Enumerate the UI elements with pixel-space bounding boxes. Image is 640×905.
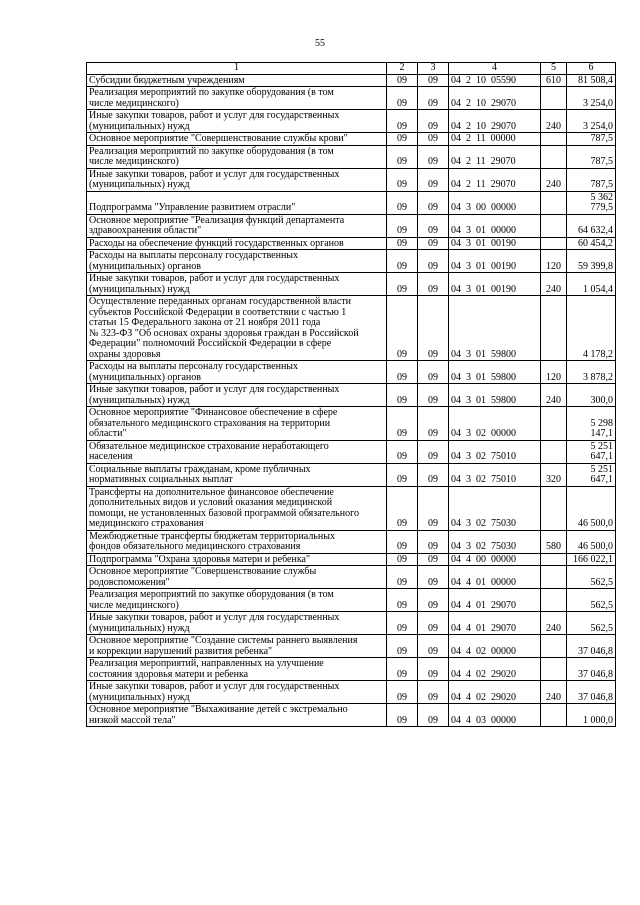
row-section: 09 [387,407,418,441]
row-section: 09 [387,214,418,237]
row-section: 09 [387,361,418,384]
row-section: 09 [387,296,418,361]
row-target-code: 04 3 00 00000 [449,191,541,214]
table-row [87,486,616,530]
row-name-text: Обязательное медицинское страхование неработающего населения [89,440,329,462]
row-amount: 3 254,0 [567,110,616,133]
row-subsection: 09 [418,214,449,237]
row-target-code: 04 3 01 00000 [449,214,541,237]
row-amount: 46 500,0 [567,486,616,530]
row-name-text: Основное мероприятие "Финансовое обеспечение в сфере обязательного медицинского страхования на территории области" [89,407,338,439]
row-name-text: Основное мероприятие "Совершенствование службы родовспоможения" [89,566,317,588]
table-row [87,145,616,168]
row-section: 09 [387,145,418,168]
table-header-row [87,63,616,75]
row-name-text: Иные закупки товаров, работ и услуг для государственных (муниципальных) нужд [89,110,340,132]
row-target-code: 04 4 03 00000 [449,704,541,727]
row-expense-type [541,214,567,237]
header-col-4: 4 [449,63,541,75]
row-name [87,486,387,530]
row-subsection: 09 [418,384,449,407]
row-subsection: 09 [418,612,449,635]
row-amount: 5 251 647,1 [567,440,616,463]
header-col-1: 1 [87,63,387,75]
row-subsection: 09 [418,658,449,681]
row-section: 09 [387,553,418,566]
row-section: 09 [387,530,418,553]
table-row [87,530,616,553]
header-col-2: 2 [387,63,418,75]
row-name-text: Иные закупки товаров, работ и услуг для государственных (муниципальных) нужд [89,681,340,703]
row-amount: 5 362 779,5 [567,191,616,214]
row-name [87,704,387,727]
row-expense-type [541,87,567,110]
row-amount: 64 632,4 [567,214,616,237]
table-row [87,658,616,681]
table-body [87,74,616,727]
row-expense-type: 580 [541,530,567,553]
row-name [87,612,387,635]
row-section: 09 [387,635,418,658]
row-amount: 787,5 [567,168,616,191]
row-name-text: Иные закупки товаров, работ и услуг для государственных (муниципальных) нужд [89,273,340,295]
row-name [87,407,387,441]
row-expense-type [541,191,567,214]
row-name-text: Реализация мероприятий по закупке оборудования (в том числе медицинского) [89,145,334,167]
row-subsection: 09 [418,168,449,191]
table-row [87,463,616,486]
row-section: 09 [387,87,418,110]
row-expense-type: 240 [541,168,567,191]
row-section: 09 [387,273,418,296]
row-subsection: 09 [418,74,449,87]
table-row [87,250,616,273]
table-row [87,296,616,361]
table-row [87,74,616,87]
row-name-text: Подпрограмма "Управление развитием отрасли" [89,202,296,213]
table-row [87,407,616,441]
row-amount: 5 251 647,1 [567,463,616,486]
row-subsection: 09 [418,296,449,361]
row-name [87,681,387,704]
table-row [87,553,616,566]
row-section: 09 [387,168,418,191]
budget-table [86,62,616,727]
row-name [87,553,387,566]
row-name-text: Трансферты на дополнительное финансовое обеспечение дополнительных видов и условий оказания медицинской помощи, не установленных базовой программой обязательного медицинского страхования [89,486,359,529]
row-amount: 5 298 147,1 [567,407,616,441]
row-target-code: 04 4 02 29020 [449,658,541,681]
row-expense-type [541,635,567,658]
row-target-code: 04 2 10 29070 [449,110,541,133]
table-row [87,110,616,133]
row-subsection: 09 [418,704,449,727]
row-name [87,133,387,146]
header-col-5: 5 [541,63,567,75]
row-name [87,384,387,407]
row-section: 09 [387,486,418,530]
row-amount: 787,5 [567,133,616,146]
page-number: 55 [315,38,325,49]
row-amount: 3 254,0 [567,87,616,110]
row-expense-type [541,589,567,612]
row-subsection: 09 [418,407,449,441]
row-name-text: Основное мероприятие "Реализация функций департамента здравоохранения области" [89,214,345,236]
row-section: 09 [387,133,418,146]
row-subsection: 09 [418,486,449,530]
row-name [87,273,387,296]
row-subsection: 09 [418,110,449,133]
row-name-text: Иные закупки товаров, работ и услуг для государственных (муниципальных) нужд [89,168,340,190]
row-subsection: 09 [418,145,449,168]
row-subsection: 09 [418,133,449,146]
row-section: 09 [387,704,418,727]
table-row [87,168,616,191]
row-amount: 46 500,0 [567,530,616,553]
row-expense-type [541,658,567,681]
row-name [87,589,387,612]
row-target-code: 04 3 01 00190 [449,250,541,273]
row-name [87,658,387,681]
row-amount: 37 046,8 [567,635,616,658]
row-expense-type [541,145,567,168]
row-name [87,237,387,250]
row-name [87,530,387,553]
row-section: 09 [387,74,418,87]
row-amount: 4 178,2 [567,296,616,361]
row-target-code: 04 3 02 75030 [449,486,541,530]
table-row [87,87,616,110]
row-expense-type [541,407,567,441]
row-name-text: Расходы на обеспечение функций государственных органов [89,237,344,249]
row-expense-type: 320 [541,463,567,486]
row-name [87,110,387,133]
row-amount: 562,5 [567,566,616,589]
row-name-text: Осуществление переданных органам государственной власти субъектов Российской Федерации в соответствии с частью 1 статьи 15 Федерального закона от 21 ноября 2011 года № 323-ФЗ "Об основах охраны здоровья граждан в Российской Федерации" полномочий Российской Федерации в сфере охраны здоровья [89,296,359,360]
row-name [87,250,387,273]
row-target-code: 04 3 02 75010 [449,440,541,463]
row-name-text: Межбюджетные трансферты бюджетам территориальных фондов обязательного медицинского страхования [89,530,335,552]
row-target-code: 04 4 01 00000 [449,566,541,589]
table-row [87,589,616,612]
row-expense-type [541,133,567,146]
row-subsection: 09 [418,553,449,566]
table-row [87,681,616,704]
row-target-code: 04 3 02 00000 [449,407,541,441]
table-row [87,704,616,727]
table-row [87,384,616,407]
table-row [87,612,616,635]
row-expense-type: 240 [541,612,567,635]
row-expense-type: 240 [541,384,567,407]
row-name [87,214,387,237]
row-section: 09 [387,191,418,214]
table-row [87,635,616,658]
row-expense-type: 240 [541,110,567,133]
row-target-code: 04 4 01 29070 [449,589,541,612]
row-name [87,635,387,658]
row-section: 09 [387,237,418,250]
row-name-text: Реализация мероприятий по закупке оборудования (в том числе медицинского) [89,87,334,109]
row-expense-type [541,440,567,463]
row-section: 09 [387,384,418,407]
row-name [87,361,387,384]
table-row [87,237,616,250]
header-col-6: 6 [567,63,616,75]
row-expense-type [541,237,567,250]
row-subsection: 09 [418,361,449,384]
row-expense-type [541,296,567,361]
row-name [87,296,387,361]
row-target-code: 04 4 01 29070 [449,612,541,635]
row-name [87,74,387,87]
row-amount: 166 022,1 [567,553,616,566]
row-subsection: 09 [418,250,449,273]
row-subsection: 09 [418,530,449,553]
row-expense-type [541,553,567,566]
row-subsection: 09 [418,463,449,486]
row-name-text: Иные закупки товаров, работ и услуг для государственных (муниципальных) нужд [89,384,340,406]
row-subsection: 09 [418,191,449,214]
row-subsection: 09 [418,440,449,463]
row-subsection: 09 [418,589,449,612]
table-row [87,191,616,214]
row-section: 09 [387,612,418,635]
row-amount: 81 508,4 [567,74,616,87]
row-amount: 300,0 [567,384,616,407]
row-target-code: 04 3 02 75010 [449,463,541,486]
row-subsection: 09 [418,273,449,296]
row-expense-type: 120 [541,250,567,273]
row-subsection: 09 [418,566,449,589]
row-name-text: Социальные выплаты гражданам, кроме публичных нормативных социальных выплат [89,463,311,485]
row-subsection: 09 [418,681,449,704]
row-target-code: 04 3 01 00190 [449,273,541,296]
row-name [87,168,387,191]
row-section: 09 [387,566,418,589]
table-row [87,273,616,296]
row-name-text: Расходы на выплаты персоналу государственных (муниципальных) органов [89,361,299,383]
row-expense-type: 240 [541,681,567,704]
row-amount: 787,5 [567,145,616,168]
row-target-code: 04 4 00 00000 [449,553,541,566]
row-section: 09 [387,681,418,704]
row-name-text: Реализация мероприятий по закупке оборудования (в том числе медицинского) [89,589,334,611]
row-section: 09 [387,658,418,681]
row-section: 09 [387,110,418,133]
row-expense-type: 120 [541,361,567,384]
row-section: 09 [387,250,418,273]
row-section: 09 [387,463,418,486]
header-col-3: 3 [418,63,449,75]
row-name [87,145,387,168]
row-expense-type: 240 [541,273,567,296]
row-expense-type: 610 [541,74,567,87]
table-row [87,214,616,237]
row-target-code: 04 3 02 75030 [449,530,541,553]
row-subsection: 09 [418,237,449,250]
table-row [87,440,616,463]
row-name [87,566,387,589]
row-target-code: 04 3 01 00190 [449,237,541,250]
row-name-text: Реализация мероприятий, направленных на улучшение состояния здоровья матери и ребенка [89,658,324,680]
row-subsection: 09 [418,635,449,658]
row-name-text: Субсидии бюджетным учреждениям [89,74,245,86]
row-amount: 562,5 [567,612,616,635]
row-section: 09 [387,440,418,463]
row-target-code: 04 4 02 00000 [449,635,541,658]
row-name-text: Расходы на выплаты персоналу государственных (муниципальных) органов [89,250,299,272]
row-target-code: 04 2 11 29070 [449,168,541,191]
table-row [87,133,616,146]
row-expense-type [541,704,567,727]
row-target-code: 04 2 11 29070 [449,145,541,168]
row-name [87,463,387,486]
table-row [87,566,616,589]
row-name-text: Основное мероприятие "Создание системы раннего выявления и коррекции нарушений развития ребенка" [89,635,358,657]
row-amount: 1 054,4 [567,273,616,296]
row-target-code: 04 2 11 00000 [449,133,541,146]
row-name-text: Подпрограмма "Охрана здоровья матери и ребенка" [89,553,311,565]
row-amount: 562,5 [567,589,616,612]
row-target-code: 04 3 01 59800 [449,384,541,407]
row-amount: 59 399,8 [567,250,616,273]
row-name-text: Основное мероприятие "Выхаживание детей с экстремально низкой массой тела" [89,704,348,726]
row-name [87,440,387,463]
row-name [87,191,387,214]
row-target-code: 04 4 02 29020 [449,681,541,704]
row-expense-type [541,566,567,589]
row-amount: 37 046,8 [567,658,616,681]
row-target-code: 04 2 10 29070 [449,87,541,110]
row-amount: 60 454,2 [567,237,616,250]
row-name-text: Основное мероприятие "Совершенствование службы крови" [89,133,348,144]
row-name [87,87,387,110]
row-target-code: 04 3 01 59800 [449,361,541,384]
row-target-code: 04 2 10 05590 [449,74,541,87]
row-amount: 37 046,8 [567,681,616,704]
row-target-code: 04 3 01 59800 [449,296,541,361]
row-subsection: 09 [418,87,449,110]
table-row [87,361,616,384]
row-section: 09 [387,589,418,612]
row-amount: 1 000,0 [567,704,616,727]
row-amount: 3 878,2 [567,361,616,384]
row-expense-type [541,486,567,530]
row-name-text: Иные закупки товаров, работ и услуг для государственных (муниципальных) нужд [89,612,340,634]
